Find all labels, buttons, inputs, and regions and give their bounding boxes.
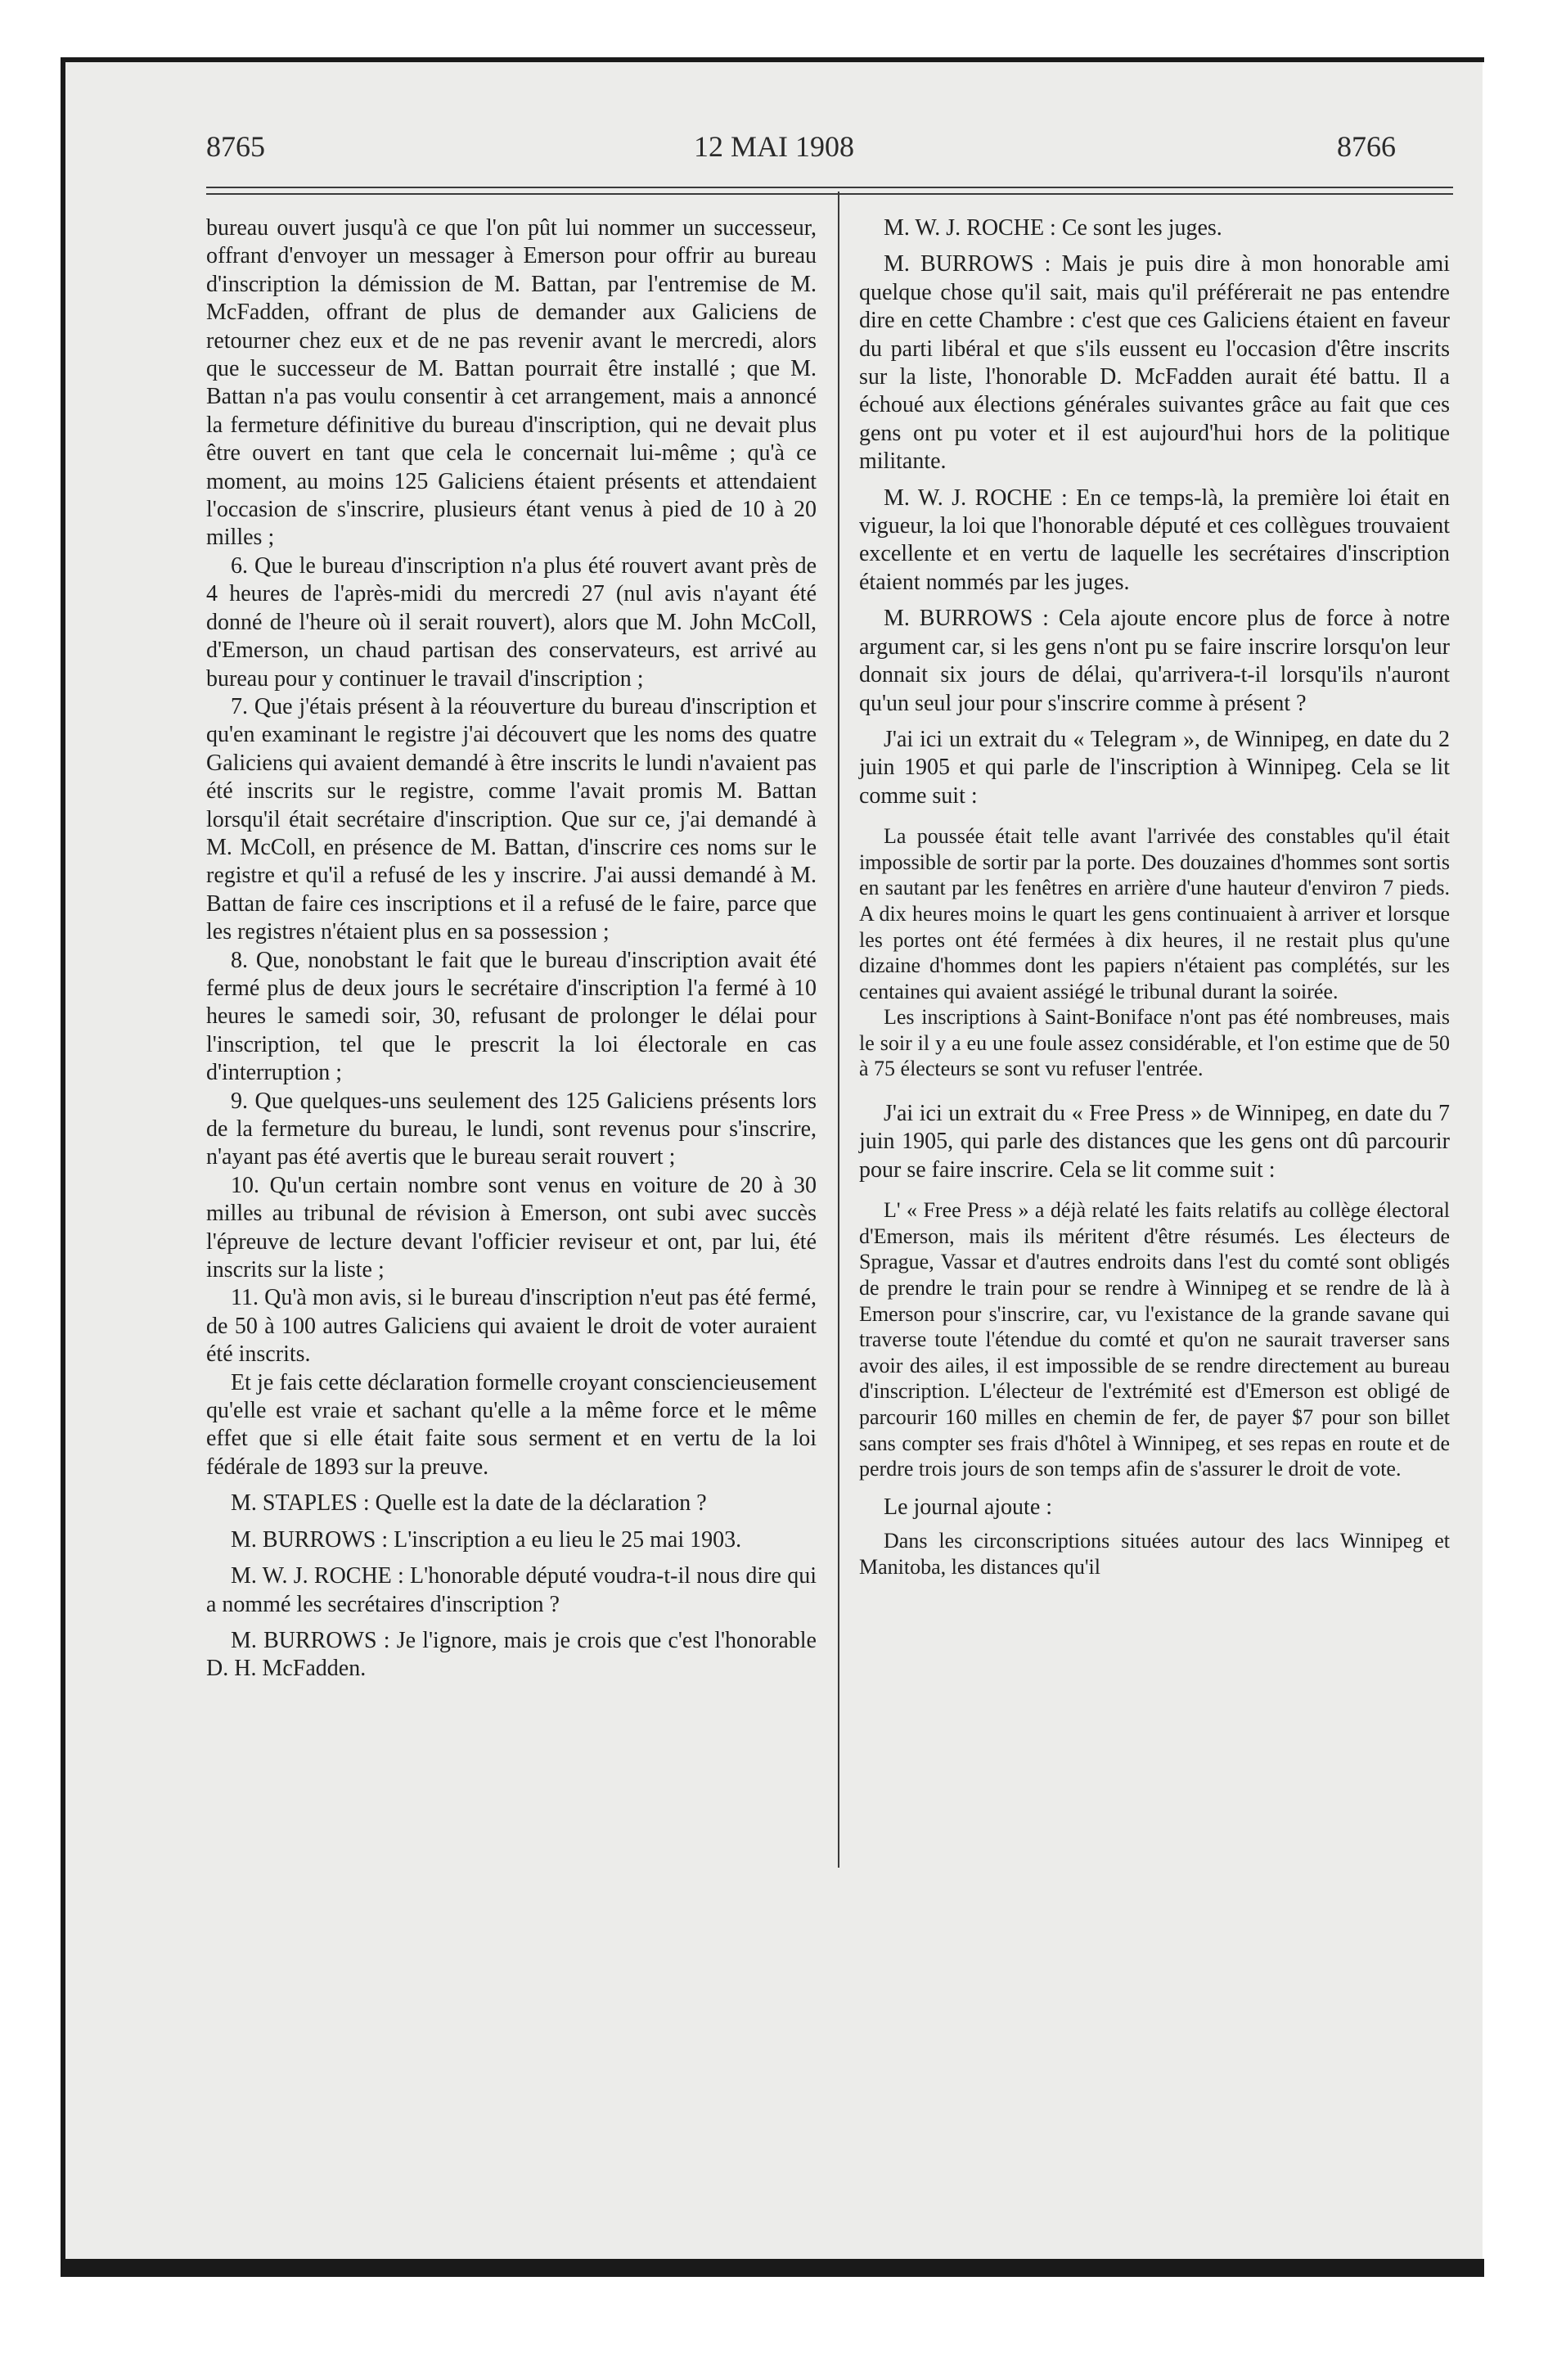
paragraph: Et je fais cette déclaration formelle croyant consciencieusement qu'elle est vraie et sachant qu'elle a la même force et le même effet que si elle était faite sous serment et en vertu de la loi fédérale de 1893 sur la preuve. bbox=[206, 1369, 817, 1480]
paragraph: bureau ouvert jusqu'à ce que l'on pût lui nommer un successeur, offrant d'envoyer un messager à Emerson pour offrir au bureau d'inscription la démission de M. Battan, par l'entremise de M. McFadden, offrant de plus de demander aux Galiciens de retourner chez eux et de ne pas revenir avant le mercredi, alors que le successeur de M. Battan pourrait être installé ; que M. Battan n'a pas voulu consentir à cet arrangement, mais a annoncé la fermeture définitive du bureau d'inscription, qui ne devait plus être ouvert en tant que cela le concernait lui-même ; qu'à ce moment, au moins 125 Galiciens étaient présents et attendaient l'occasion de s'inscrire, plusieurs étant venus à pied de 10 à 20 milles ; bbox=[206, 215, 817, 551]
speaker-paragraph: M. W. J. ROCHE : L'honorable député voudra-t-il nous dire qui a nommé les secrétaires d'inscription ? bbox=[206, 1563, 817, 1617]
quoted-extract: Les inscriptions à Saint-Boniface n'ont pas été nombreuses, mais le soir il y a eu une foule assez considérable, et l'on estime que de 50 à 75 électeurs se sont vu refuser l'entrée. bbox=[859, 1005, 1450, 1081]
paragraph: 7. Que j'étais présent à la réouverture du bureau d'inscription et qu'en examinant le registre j'ai découvert que les noms des quatre Galiciens qui avaient demandé à être inscrits le lundi n'avaient pas été inscrits sur le registre, comme l'avait promis M. Battan lorsqu'il était secrétaire d'inscription. Que sur ce, j'ai demandé à M. McColl, en présence de M. Battan, d'inscrire ces noms sur le registre et qu'il a refusé de les y inscrire. J'ai aussi demandé à M. Battan de faire ces inscriptions et il a refusé de le faire, parce que les registres n'étaient plus en sa possession ; bbox=[206, 693, 817, 945]
scan-margin-right bbox=[1483, 0, 1548, 2380]
quoted-extract: La poussée était telle avant l'arrivée des constables qu'il était impossible de sortir par la porte. Des douzaines d'hommes sont sortis en sautant par les fenêtres en arrière d'une hauteur d'environ 7 pieds. A dix heures moins le quart les gens continuaient à arriver et lorsque les portes ont été fermées à dix heures, il ne restait plus qu'une dizaine d'hommes dont les papiers n'étaient pas complétés, sur les centaines qui avaient assiégé le tribunal durant la soirée. bbox=[859, 824, 1450, 1003]
paragraph: 6. Que le bureau d'inscription n'a plus été rouvert avant près de 4 heures de l'après-midi du mercredi 27 (nul avis n'ayant été donné de l'heure où il serait rouvert), alors que M. John McColl, d'Emerson, un chaud partisan des conservateurs, est arrivé au bureau pour y continuer le travail d'inscription ; bbox=[206, 552, 817, 692]
paragraph: J'ai ici un extrait du « Telegram », de Winnipeg, en date du 2 juin 1905 et qui parle de l'inscription à Winnipeg. Cela se lit comme suit : bbox=[859, 726, 1450, 809]
page-number-right: 8766 bbox=[1337, 130, 1396, 163]
paragraph: 11. Qu'à mon avis, si le bureau d'inscription n'eut pas été fermé, de 50 à 100 autres Galiciens qui avaient le droit de voter auraient été inscrits. bbox=[206, 1285, 817, 1368]
page-number-left: 8765 bbox=[206, 130, 265, 163]
scan-edge-bottom bbox=[61, 2259, 1484, 2277]
header-rule bbox=[206, 187, 1453, 195]
right-column bbox=[859, 214, 1450, 1580]
paragraph: Le journal ajoute : bbox=[884, 1494, 1053, 1520]
paragraph: 8. Que, nonobstant le fait que le bureau d'inscription avait été fermé plus de deux jours le secrétaire d'inscription l'a fermé à 10 heures le samedi soir, 30, refusant de prolonger le délai pour l'inscription, tel que le prescrit la loi électorale en cas d'interruption ; bbox=[206, 947, 817, 1086]
quoted-extract: Dans les circonscriptions situées autour des lacs Winnipeg et Manitoba, les distances qu'il bbox=[859, 1529, 1450, 1579]
speaker-paragraph: M. STAPLES : Quelle est la date de la déclaration ? bbox=[231, 1490, 707, 1517]
paragraph: 9. Que quelques-uns seulement des 125 Galiciens présents lors de la fermeture du bureau, le lundi, sont revenus pour s'inscrire, n'ayant pas été avertis que le bureau serait rouvert ; bbox=[206, 1088, 817, 1170]
scan-margin-left bbox=[0, 0, 62, 2380]
speaker-paragraph: M. W. J. ROCHE : Ce sont les juges. bbox=[884, 215, 1222, 241]
scan-margin-bottom bbox=[0, 2274, 1548, 2380]
scan-margin-top bbox=[0, 0, 1548, 59]
left-column bbox=[206, 214, 817, 1684]
speaker-paragraph: M. W. J. ROCHE : En ce temps-là, la première loi était en vigueur, la loi que l'honorable député et ces collègues trouvaient excellente et en vertu de laquelle les secrétaires d'inscription étaient nommés par les juges. bbox=[859, 485, 1450, 595]
column-divider bbox=[838, 192, 839, 1868]
speaker-paragraph: M. BURROWS : Je l'ignore, mais je crois que c'est l'honorable D. H. McFadden. bbox=[206, 1627, 817, 1682]
page-date: 12 MAI 1908 bbox=[694, 130, 854, 163]
paragraph: J'ai ici un extrait du « Free Press » de Winnipeg, en date du 7 juin 1905, qui parle des distances que les gens ont dû parcourir pour se faire inscrire. Cela se lit comme suit : bbox=[859, 1101, 1450, 1183]
speaker-paragraph: M. BURROWS : Cela ajoute encore plus de force à notre argument car, si les gens n'ont pu se faire inscrire lorsqu'on leur donnait six jours de délai, qu'arrivera-t-il lorsqu'ils n'auront qu'un seul jour pour s'inscrire comme à présent ? bbox=[859, 606, 1450, 716]
quoted-extract: L' « Free Press » a déjà relaté les faits relatifs au collège électoral d'Emerson, mais ils méritent d'être résumés. Les électeurs de Sprague, Vassar et d'autres endroits dans l'est du comté sont obligés de prendre le train pour se rendre à Winnipeg et se rendre de là à Emerson pour s'inscrire, car, vu l'existance de la grande savane qui traverse toute l'étendue du comté et qu'on ne saurait traverser sans avoir des ailes, il est impossible de se rendre directement au bureau d'inscription. L'électeur de l'extrémité est d'Emerson est obligé de parcourir 160 milles en chemin de fer, de payer $7 pour son billet sans compter ses frais d'hôtel à Winnipeg, et ses repas en route et de perdre trois jours de son temps afin de s'assurer le droit de vote. bbox=[859, 1198, 1450, 1481]
speaker-paragraph: M. BURROWS : L'inscription a eu lieu le 25 mai 1903. bbox=[231, 1526, 742, 1553]
speaker-paragraph: M. BURROWS : Mais je puis dire à mon honorable ami quelque chose qu'il sait, mais qu'il préférerait ne pas entendre dire en cette Chambre : c'est que ces Galiciens étaient en faveur du parti libéral et que s'ils eussent eu l'occasion d'être inscrits sur la liste, l'honorable D. McFadden aurait été battu. Il a échoué aux élections générales suivantes grâce au fait que ces gens ont pu voter et il est aujourd'hui hors de la politique militante. bbox=[859, 251, 1450, 475]
page-header bbox=[0, 129, 1548, 170]
paragraph: 10. Qu'un certain nombre sont venus en voiture de 20 à 30 milles au tribunal de révision à Emerson, ont subi avec succès l'épreuve de lecture devant l'officier reviseur et ont, par lui, été inscrits sur la liste ; bbox=[206, 1172, 817, 1283]
